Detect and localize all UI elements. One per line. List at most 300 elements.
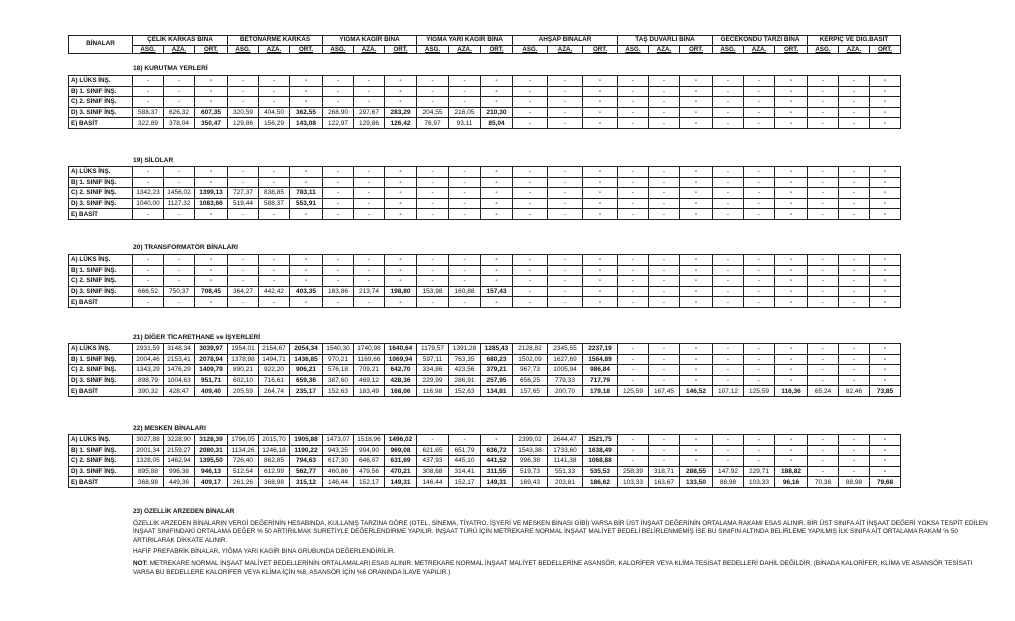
table-cell: - — [870, 255, 901, 266]
table-cell: 1141,38 — [548, 456, 583, 467]
table-cell: - — [548, 177, 583, 188]
table-cell: 680,23 — [481, 354, 513, 365]
table-cell: - — [839, 276, 870, 287]
table-cell: - — [323, 297, 354, 308]
table-cell: - — [775, 354, 808, 365]
table-cell: 1068,88 — [583, 456, 618, 467]
table-cell: - — [808, 188, 839, 199]
table-cell: - — [775, 276, 808, 287]
table-row — [69, 344, 901, 355]
table-cell: - — [680, 354, 713, 365]
table-cell: - — [259, 167, 290, 178]
table-cell: 994,90 — [354, 445, 385, 456]
table-cell: - — [680, 167, 713, 178]
table-cell: - — [839, 375, 870, 386]
table-cell: - — [133, 265, 164, 276]
table-cell: - — [680, 365, 713, 376]
table-cell: - — [744, 118, 775, 129]
table-cell: - — [513, 118, 548, 129]
table-cell: - — [618, 375, 649, 386]
table-cell: 428,47 — [164, 386, 195, 397]
row-label: E) BASİT — [69, 477, 133, 488]
table-cell: - — [354, 209, 385, 220]
table-cell: - — [808, 118, 839, 129]
table-cell: 2399,02 — [513, 435, 548, 446]
table-cell: 423,56 — [449, 365, 481, 376]
table-cell: - — [649, 456, 680, 467]
table-cell: 311,55 — [481, 466, 513, 477]
table-cell: 368,98 — [133, 477, 164, 488]
table-cell: - — [744, 375, 775, 386]
table-cell: - — [513, 198, 548, 209]
table-cell: 149,31 — [481, 477, 513, 488]
row-label: E) BASİT — [69, 209, 133, 220]
table-cell: - — [195, 86, 228, 97]
table-cell: - — [870, 445, 901, 456]
table-cell: 152,17 — [449, 477, 481, 488]
table-cell: 519,73 — [513, 466, 548, 477]
table-cell: - — [808, 255, 839, 266]
table-cell: 1627,69 — [548, 354, 583, 365]
table-row — [69, 255, 901, 266]
table-cell: - — [548, 265, 583, 276]
table-cell: - — [649, 255, 680, 266]
not-label: NOT: — [133, 559, 148, 567]
table-cell: - — [583, 97, 618, 108]
table-cell: - — [839, 177, 870, 188]
table-cell: - — [680, 198, 713, 209]
table-cell: - — [649, 118, 680, 129]
table-cell: - — [618, 445, 649, 456]
table-cell: - — [680, 97, 713, 108]
table-cell: 460,86 — [323, 466, 354, 477]
table-cell: - — [744, 255, 775, 266]
table-cell: 2644,47 — [548, 435, 583, 446]
table-cell: - — [583, 86, 618, 97]
table-cell: - — [808, 466, 839, 477]
table-cell: - — [618, 265, 649, 276]
table-cell: 659,36 — [290, 375, 323, 386]
table-cell: 205,59 — [228, 386, 259, 397]
table-cell: - — [680, 297, 713, 308]
table-cell: - — [870, 118, 901, 129]
table-cell: - — [195, 76, 228, 87]
table-row — [69, 456, 901, 467]
table-cell: - — [649, 375, 680, 386]
table-cell: - — [808, 167, 839, 178]
table-cell: 2931,59 — [133, 344, 164, 355]
table-row — [69, 386, 901, 397]
table-cell: - — [775, 177, 808, 188]
table-cell: - — [618, 86, 649, 97]
table-cell: 297,67 — [354, 107, 385, 118]
table-cell: 156,29 — [259, 118, 290, 129]
row-label: A) LÜKS İNŞ. — [69, 76, 133, 87]
table-cell: 551,33 — [548, 466, 583, 477]
table-cell: - — [481, 97, 513, 108]
table-cell: - — [808, 445, 839, 456]
table-cell: - — [513, 265, 548, 276]
table-cell: - — [649, 286, 680, 297]
table-cell: - — [449, 265, 481, 276]
table-cell: - — [481, 435, 513, 446]
table-cell: - — [808, 365, 839, 376]
table-cell: - — [680, 118, 713, 129]
table-cell: - — [354, 297, 385, 308]
table-cell: - — [680, 255, 713, 266]
table-cell: - — [513, 188, 548, 199]
row-label: A) LÜKS İNŞ. — [69, 167, 133, 178]
table-row — [69, 375, 901, 386]
table-cell: 1796,05 — [228, 435, 259, 446]
table-cell: - — [744, 97, 775, 108]
table-cell: 2159,27 — [164, 445, 195, 456]
table-cell: - — [870, 76, 901, 87]
table-cell: - — [259, 177, 290, 188]
table-cell: - — [839, 118, 870, 129]
table-cell: 428,36 — [385, 375, 417, 386]
table-cell: - — [649, 76, 680, 87]
table-cell: - — [481, 198, 513, 209]
table-cell: - — [164, 167, 195, 178]
table-cell: 449,36 — [164, 477, 195, 488]
table-cell: 229,99 — [417, 375, 449, 386]
table-cell: - — [583, 297, 618, 308]
table-cell: - — [481, 86, 513, 97]
table-cell: 403,35 — [290, 286, 323, 297]
table-cell: 129,86 — [228, 118, 259, 129]
table-cell: - — [583, 167, 618, 178]
table-cell: - — [133, 86, 164, 97]
group-header: BETONARME KARKAS — [228, 36, 323, 46]
table-cell: - — [775, 435, 808, 446]
sub-header: AZA. — [548, 45, 583, 53]
table-cell: 76,97 — [417, 118, 449, 129]
table-cell: 2154,67 — [259, 344, 290, 355]
table-cell: 65,24 — [808, 386, 839, 397]
table-cell: 200,70 — [548, 386, 583, 397]
table-cell: - — [808, 177, 839, 188]
table-cell: - — [164, 255, 195, 266]
table-cell: 1391,28 — [449, 344, 481, 355]
table-cell: - — [548, 97, 583, 108]
table-cell: - — [649, 107, 680, 118]
table-cell: 3027,88 — [133, 435, 164, 446]
table-cell: 1638,49 — [583, 445, 618, 456]
table-cell: - — [513, 297, 548, 308]
table-cell: - — [808, 265, 839, 276]
table-cell: - — [195, 209, 228, 220]
table-cell: - — [680, 177, 713, 188]
table-cell: - — [775, 375, 808, 386]
table-cell: 1342,23 — [133, 188, 164, 199]
table-cell: - — [713, 445, 744, 456]
table-row — [69, 76, 901, 87]
table-cell: 469,12 — [354, 375, 385, 386]
table-cell: - — [680, 344, 713, 355]
table-cell: - — [618, 276, 649, 287]
table-cell: - — [839, 445, 870, 456]
table-cell: 2078,94 — [195, 354, 228, 365]
table-cell: - — [618, 209, 649, 220]
table-cell: - — [808, 209, 839, 220]
table-cell: - — [713, 276, 744, 287]
table-cell: 3039,97 — [195, 344, 228, 355]
table-cell: - — [417, 188, 449, 199]
table-cell: - — [385, 76, 417, 87]
table-cell: - — [385, 97, 417, 108]
table-cell: - — [195, 276, 228, 287]
table-cell: 198,80 — [385, 286, 417, 297]
table-cell: 576,18 — [323, 365, 354, 376]
table-cell: - — [713, 354, 744, 365]
table-cell: - — [583, 209, 618, 220]
table-cell: 553,91 — [290, 198, 323, 209]
table-cell: - — [385, 276, 417, 287]
table-cell: 2001,34 — [133, 445, 164, 456]
table-row — [69, 265, 901, 276]
table-cell: 82,46 — [839, 386, 870, 397]
table-cell: - — [649, 297, 680, 308]
table-cell: - — [290, 86, 323, 97]
table-cell: 1494,71 — [259, 354, 290, 365]
table-cell: - — [808, 354, 839, 365]
table-cell: - — [680, 107, 713, 118]
table-cell: 362,55 — [290, 107, 323, 118]
table-cell: - — [583, 286, 618, 297]
table-cell: - — [385, 265, 417, 276]
table-cell: 656,25 — [513, 375, 548, 386]
table-cell: 562,77 — [290, 466, 323, 477]
group-header: YIĞMA YARI KAGİR BİNA — [417, 36, 513, 46]
table-cell: - — [870, 286, 901, 297]
table-cell: 996,38 — [513, 456, 548, 467]
table-cell: 318,71 — [649, 466, 680, 477]
sub-header: ASG. — [513, 45, 548, 53]
table-cell: - — [548, 118, 583, 129]
table-cell: - — [354, 188, 385, 199]
table-cell: - — [870, 86, 901, 97]
table-cell: - — [164, 265, 195, 276]
table-cell: 1179,57 — [417, 344, 449, 355]
table-cell: - — [839, 344, 870, 355]
table-cell: - — [713, 198, 744, 209]
table-cell: 1496,02 — [385, 435, 417, 446]
sub-header: ASG. — [808, 45, 839, 53]
table-cell: - — [259, 76, 290, 87]
table-cell: - — [133, 76, 164, 87]
table-cell: - — [713, 167, 744, 178]
table-cell: - — [618, 76, 649, 87]
table-cell: - — [323, 167, 354, 178]
table-cell: 1640,64 — [385, 344, 417, 355]
table-cell: - — [618, 365, 649, 376]
table-cell: - — [195, 255, 228, 266]
row-label: D) 3. SINIF İNŞ. — [69, 375, 133, 386]
table-cell: 442,42 — [259, 286, 290, 297]
table-cell: 2054,34 — [290, 344, 323, 355]
table-cell: 727,37 — [228, 188, 259, 199]
table-cell: - — [290, 97, 323, 108]
table-cell: 378,04 — [164, 118, 195, 129]
table-cell: - — [548, 255, 583, 266]
table-cell: 1409,79 — [195, 365, 228, 376]
table-cell: 441,52 — [481, 456, 513, 467]
table-cell: - — [839, 354, 870, 365]
table-cell: 709,21 — [354, 365, 385, 376]
table-cell: - — [649, 209, 680, 220]
section-title: 18) KURUTMA YERLERİ — [133, 65, 208, 72]
table-cell: 597,11 — [417, 354, 449, 365]
table-cell: - — [417, 86, 449, 97]
table-cell: 479,56 — [354, 466, 385, 477]
table-cell: - — [618, 177, 649, 188]
table-cell: 152,63 — [323, 386, 354, 397]
table-cell: 631,69 — [385, 456, 417, 467]
table-cell: - — [417, 265, 449, 276]
table-cell: - — [513, 209, 548, 220]
table-cell: - — [323, 209, 354, 220]
table-cell: - — [164, 276, 195, 287]
table-cell: 437,93 — [417, 456, 449, 467]
table-cell: - — [775, 265, 808, 276]
table-cell: - — [870, 265, 901, 276]
table-cell: 1127,32 — [164, 198, 195, 209]
table-cell: - — [259, 255, 290, 266]
table-cell: - — [513, 276, 548, 287]
table-cell: - — [513, 76, 548, 87]
table-cell: - — [713, 365, 744, 376]
table-cell: - — [649, 435, 680, 446]
table-row — [69, 97, 901, 108]
table-cell: - — [323, 265, 354, 276]
table-cell: - — [808, 344, 839, 355]
table-cell: - — [323, 198, 354, 209]
table-row — [69, 297, 901, 308]
table-cell: - — [583, 177, 618, 188]
table-cell: 969,08 — [385, 445, 417, 456]
table-cell: - — [870, 97, 901, 108]
table-cell: - — [228, 76, 259, 87]
table-cell: - — [164, 97, 195, 108]
sub-header: ASG. — [133, 45, 164, 53]
table-cell: - — [744, 265, 775, 276]
sub-header: ORT. — [680, 45, 713, 53]
table-cell: - — [385, 255, 417, 266]
table-cell: - — [744, 188, 775, 199]
table-cell: - — [870, 456, 901, 467]
table-cell: 96,16 — [775, 477, 808, 488]
section-title: 20) TRANSFORMATÖR BİNALARI — [133, 244, 239, 251]
table-cell: - — [449, 188, 481, 199]
row-label: A) LÜKS İNŞ. — [69, 435, 133, 446]
table-cell: 2128,82 — [513, 344, 548, 355]
table-cell: - — [649, 445, 680, 456]
table-row — [69, 477, 901, 488]
table-cell: - — [417, 167, 449, 178]
table-cell: - — [354, 198, 385, 209]
table-cell: 188,82 — [775, 466, 808, 477]
table-cell: - — [839, 76, 870, 87]
table-cell: 1005,94 — [548, 365, 583, 376]
table-cell: 1518,96 — [354, 435, 385, 446]
table-cell: 322,89 — [133, 118, 164, 129]
sub-header: ASG. — [323, 45, 354, 53]
table-cell: - — [548, 286, 583, 297]
sub-header: ORT. — [775, 45, 808, 53]
table-cell: 286,91 — [449, 375, 481, 386]
table-cell: - — [583, 265, 618, 276]
table-cell: 88,98 — [839, 477, 870, 488]
table-cell: 350,47 — [195, 118, 228, 129]
table-cell: - — [618, 188, 649, 199]
table-cell: 79,68 — [870, 477, 901, 488]
table-cell: - — [649, 265, 680, 276]
table-cell: 783,11 — [290, 188, 323, 199]
table-cell: - — [713, 265, 744, 276]
table-cell: - — [228, 167, 259, 178]
table-cell: - — [618, 118, 649, 129]
table-cell: 320,59 — [228, 107, 259, 118]
table-cell: - — [164, 177, 195, 188]
table-cell: - — [870, 435, 901, 446]
table-row — [69, 209, 901, 220]
table-cell: - — [713, 86, 744, 97]
table-cell: 134,81 — [481, 386, 513, 397]
table-cell: 1740,98 — [354, 344, 385, 355]
table-cell: - — [870, 466, 901, 477]
table-cell: - — [680, 375, 713, 386]
table-cell: 646,07 — [354, 456, 385, 467]
table-cell: - — [259, 97, 290, 108]
table-cell: 146,44 — [417, 477, 449, 488]
table-cell: 387,60 — [323, 375, 354, 386]
table-cell: - — [354, 255, 385, 266]
table-cell: - — [649, 167, 680, 178]
table-cell: - — [385, 209, 417, 220]
table-row — [69, 118, 901, 129]
table-cell: 602,10 — [228, 375, 259, 386]
table-cell: - — [228, 276, 259, 287]
table-cell: - — [323, 188, 354, 199]
table-cell: 125,59 — [618, 386, 649, 397]
table-cell: 334,86 — [417, 365, 449, 376]
table-cell: 1134,26 — [228, 445, 259, 456]
table-cell: - — [870, 365, 901, 376]
table-cell: 129,86 — [354, 118, 385, 129]
table-cell: 1954,01 — [228, 344, 259, 355]
table-cell: - — [417, 177, 449, 188]
table-cell: 1540,30 — [323, 344, 354, 355]
row-label: D) 3. SINIF İNŞ. — [69, 198, 133, 209]
table-cell: - — [713, 118, 744, 129]
group-header: KERPİÇ VE DİĞ.BASİT — [808, 36, 901, 46]
table-cell: - — [290, 76, 323, 87]
table-cell: - — [290, 276, 323, 287]
table-cell: - — [449, 86, 481, 97]
table-cell: 535,53 — [583, 466, 618, 477]
table-cell: - — [449, 209, 481, 220]
table-cell: - — [839, 107, 870, 118]
table-cell: - — [649, 354, 680, 365]
table-cell: - — [808, 286, 839, 297]
table-cell: - — [449, 435, 481, 446]
row-label: C) 2. SINIF İNŞ. — [69, 276, 133, 287]
table-cell: - — [385, 86, 417, 97]
table-cell: - — [290, 265, 323, 276]
table-cell: - — [744, 445, 775, 456]
table-cell: - — [618, 198, 649, 209]
